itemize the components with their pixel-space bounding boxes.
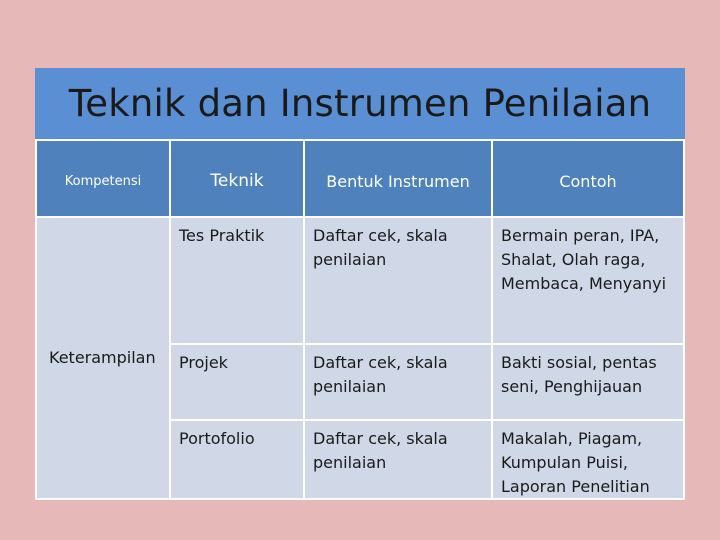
header-bentuk-instrumen bbox=[305, 141, 491, 216]
header-contoh-label: Contoh bbox=[559, 172, 617, 191]
cell-text: Bermain peran, IPA, Shalat, Olah raga, Membaca, Menyanyi bbox=[501, 226, 667, 293]
table-row-2-contoh bbox=[493, 345, 683, 419]
header-bentuk-label: Bentuk Instrumen bbox=[326, 172, 470, 191]
title-bar bbox=[35, 68, 685, 139]
table-row-1-contoh bbox=[493, 218, 683, 343]
table-row-1-bentuk bbox=[305, 218, 491, 343]
cell-text: Daftar cek, skala penilaian bbox=[313, 353, 448, 396]
table-row-3-teknik bbox=[171, 421, 303, 498]
cell-text: Daftar cek, skala penilaian bbox=[313, 429, 448, 472]
header-teknik-label: Teknik bbox=[210, 171, 264, 191]
table-row-3-contoh bbox=[493, 421, 683, 498]
cell-text: Makalah, Piagam, Kumpulan Puisi, Laporan Penelitian bbox=[501, 429, 650, 496]
table-row-3-bentuk bbox=[305, 421, 491, 498]
kompetensi-value: Keterampilan bbox=[49, 348, 156, 367]
slide-title: Teknik dan Instrumen Penilaian bbox=[68, 82, 652, 125]
header-kompetensi-label: Kompetensi bbox=[64, 174, 142, 189]
assessment-table bbox=[35, 139, 685, 500]
table-row-2-bentuk bbox=[305, 345, 491, 419]
cell-text: Tes Praktik bbox=[179, 226, 265, 245]
kompetensi-cell bbox=[37, 218, 169, 498]
header-teknik bbox=[171, 141, 303, 216]
cell-text: Bakti sosial, pentas seni, Penghijauan bbox=[501, 353, 657, 396]
table-row-1-teknik bbox=[171, 218, 303, 343]
cell-text: Daftar cek, skala penilaian bbox=[313, 226, 448, 269]
table-row-2-teknik bbox=[171, 345, 303, 419]
header-kompetensi bbox=[37, 141, 169, 216]
header-contoh bbox=[493, 141, 683, 216]
cell-text: Portofolio bbox=[179, 429, 255, 448]
cell-text: Projek bbox=[179, 353, 228, 372]
slide bbox=[35, 68, 685, 500]
